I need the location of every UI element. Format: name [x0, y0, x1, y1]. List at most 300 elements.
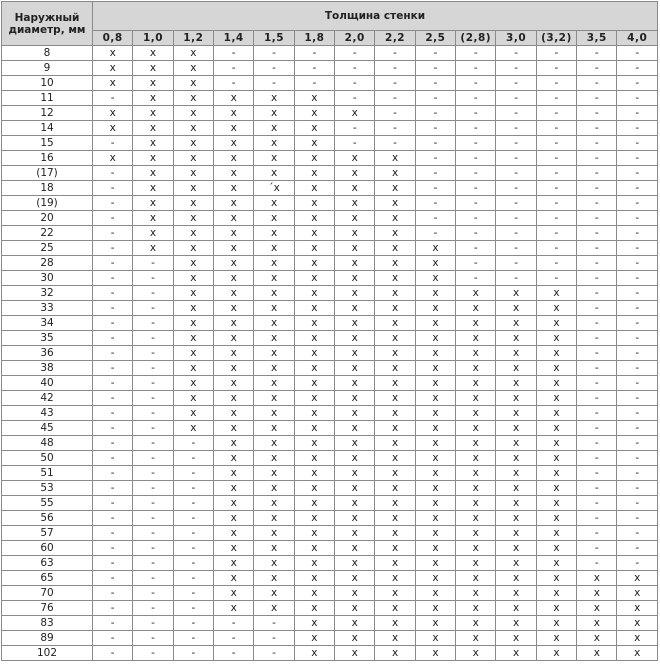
- availability-cell: -: [93, 346, 133, 361]
- availability-cell: -: [536, 166, 576, 181]
- availability-cell: x: [617, 646, 658, 661]
- availability-cell: x: [456, 346, 496, 361]
- availability-cell: x: [133, 91, 173, 106]
- availability-cell: x: [133, 196, 173, 211]
- availability-cell: x: [456, 316, 496, 331]
- availability-cell: -: [254, 631, 294, 646]
- availability-cell: x: [375, 346, 415, 361]
- availability-cell: x: [254, 586, 294, 601]
- availability-cell: x: [335, 511, 375, 526]
- diameter-cell: 38: [2, 361, 93, 376]
- availability-cell: x: [335, 571, 375, 586]
- availability-cell: x: [294, 466, 334, 481]
- table-row: [2, 556, 658, 571]
- table-row: [2, 646, 658, 661]
- availability-cell: -: [456, 271, 496, 286]
- availability-cell: -: [93, 631, 133, 646]
- availability-cell: x: [133, 166, 173, 181]
- availability-cell: x: [254, 451, 294, 466]
- availability-cell: x: [173, 61, 213, 76]
- table-row: [2, 136, 658, 151]
- availability-cell: -: [214, 76, 254, 91]
- availability-cell: x: [536, 451, 576, 466]
- thickness-header-cell: (3,2): [536, 31, 576, 46]
- availability-cell: x: [294, 211, 334, 226]
- availability-cell: x: [335, 106, 375, 121]
- table-row: [2, 601, 658, 616]
- availability-cell: -: [93, 166, 133, 181]
- availability-cell: x: [536, 631, 576, 646]
- availability-cell: x: [496, 451, 536, 466]
- availability-cell: -: [496, 211, 536, 226]
- availability-cell: -: [617, 541, 658, 556]
- availability-cell: x: [214, 151, 254, 166]
- availability-cell: x: [254, 196, 294, 211]
- availability-cell: x: [456, 406, 496, 421]
- availability-cell: x: [335, 391, 375, 406]
- availability-cell: x: [496, 466, 536, 481]
- availability-cell: x: [335, 556, 375, 571]
- availability-cell: -: [93, 421, 133, 436]
- availability-cell: -: [93, 586, 133, 601]
- availability-cell: -: [93, 376, 133, 391]
- availability-cell: x: [496, 436, 536, 451]
- diameter-cell: 48: [2, 436, 93, 451]
- availability-cell: x: [254, 556, 294, 571]
- table-row: [2, 496, 658, 511]
- availability-cell: x: [496, 556, 536, 571]
- availability-cell: x: [536, 616, 576, 631]
- availability-cell: -: [375, 76, 415, 91]
- availability-cell: x: [456, 421, 496, 436]
- availability-cell: x: [294, 541, 334, 556]
- availability-cell: x: [536, 556, 576, 571]
- availability-cell: -: [214, 61, 254, 76]
- availability-cell: -: [617, 136, 658, 151]
- availability-cell: x: [496, 346, 536, 361]
- availability-cell: -: [577, 271, 617, 286]
- availability-cell: x: [456, 481, 496, 496]
- availability-cell: x: [415, 316, 455, 331]
- availability-cell: -: [577, 136, 617, 151]
- availability-cell: x: [335, 421, 375, 436]
- availability-cell: x: [294, 481, 334, 496]
- availability-cell: x: [415, 541, 455, 556]
- diameter-cell: 30: [2, 271, 93, 286]
- table-row: [2, 541, 658, 556]
- availability-cell: -: [617, 346, 658, 361]
- availability-cell: x: [375, 586, 415, 601]
- availability-cell: x: [456, 631, 496, 646]
- availability-cell: x: [375, 631, 415, 646]
- availability-cell: -: [577, 181, 617, 196]
- availability-cell: -: [496, 181, 536, 196]
- availability-cell: x: [375, 571, 415, 586]
- availability-cell: -: [456, 61, 496, 76]
- availability-cell: x: [496, 601, 536, 616]
- diameter-cell: 63: [2, 556, 93, 571]
- availability-cell: x: [375, 556, 415, 571]
- table-row: [2, 571, 658, 586]
- table-row: [2, 331, 658, 346]
- availability-cell: x: [496, 316, 536, 331]
- thickness-header-cell: (2,8): [456, 31, 496, 46]
- availability-cell: x: [173, 286, 213, 301]
- availability-cell: x: [536, 571, 576, 586]
- availability-cell: x: [173, 271, 213, 286]
- diameter-cell: 16: [2, 151, 93, 166]
- availability-cell: x: [254, 286, 294, 301]
- availability-cell: -: [536, 46, 576, 61]
- availability-cell: x: [375, 241, 415, 256]
- availability-cell: -: [577, 466, 617, 481]
- diameter-cell: 10: [2, 76, 93, 91]
- diameter-cell: 9: [2, 61, 93, 76]
- availability-cell: x: [536, 466, 576, 481]
- availability-cell: x: [173, 136, 213, 151]
- availability-cell: x: [214, 571, 254, 586]
- availability-cell: -: [456, 211, 496, 226]
- availability-cell: x: [254, 241, 294, 256]
- availability-cell: -: [536, 91, 576, 106]
- availability-cell: -: [133, 601, 173, 616]
- thickness-header-cell: 1,4: [214, 31, 254, 46]
- diameter-cell: 83: [2, 616, 93, 631]
- availability-cell: x: [294, 601, 334, 616]
- availability-cell: x: [415, 556, 455, 571]
- availability-cell: -: [456, 256, 496, 271]
- availability-cell: -: [577, 151, 617, 166]
- availability-cell: x: [536, 646, 576, 661]
- availability-cell: -: [133, 571, 173, 586]
- table-row: [2, 286, 658, 301]
- availability-cell: x: [335, 241, 375, 256]
- availability-cell: -: [93, 316, 133, 331]
- availability-cell: -: [577, 361, 617, 376]
- availability-cell: x: [375, 481, 415, 496]
- availability-cell: -: [617, 451, 658, 466]
- thickness-header-cell: 3,5: [577, 31, 617, 46]
- availability-cell: -: [133, 526, 173, 541]
- availability-cell: -: [375, 91, 415, 106]
- availability-cell: x: [415, 271, 455, 286]
- availability-cell: x: [536, 331, 576, 346]
- availability-cell: -: [617, 286, 658, 301]
- diameter-cell: 89: [2, 631, 93, 646]
- availability-cell: ´x: [254, 181, 294, 196]
- table-row: [2, 241, 658, 256]
- availability-cell: x: [375, 511, 415, 526]
- table-row: [2, 616, 658, 631]
- availability-cell: x: [375, 286, 415, 301]
- availability-cell: x: [617, 601, 658, 616]
- availability-cell: -: [577, 76, 617, 91]
- availability-cell: -: [577, 421, 617, 436]
- availability-cell: x: [415, 496, 455, 511]
- diameter-cell: 11: [2, 91, 93, 106]
- availability-cell: x: [335, 436, 375, 451]
- availability-cell: x: [375, 181, 415, 196]
- availability-cell: -: [415, 91, 455, 106]
- availability-cell: x: [496, 406, 536, 421]
- availability-cell: -: [617, 46, 658, 61]
- availability-cell: x: [335, 286, 375, 301]
- availability-cell: x: [133, 136, 173, 151]
- availability-cell: x: [375, 376, 415, 391]
- availability-cell: x: [214, 286, 254, 301]
- availability-cell: -: [415, 106, 455, 121]
- availability-cell: -: [133, 646, 173, 661]
- availability-cell: -: [617, 61, 658, 76]
- availability-cell: -: [254, 646, 294, 661]
- availability-cell: -: [536, 121, 576, 136]
- table-row: [2, 46, 658, 61]
- availability-cell: x: [577, 631, 617, 646]
- availability-cell: -: [133, 616, 173, 631]
- availability-cell: -: [577, 211, 617, 226]
- availability-cell: x: [93, 61, 133, 76]
- availability-cell: -: [375, 121, 415, 136]
- availability-cell: -: [577, 301, 617, 316]
- availability-cell: x: [536, 601, 576, 616]
- availability-cell: x: [294, 121, 334, 136]
- availability-cell: x: [415, 586, 455, 601]
- table-row: [2, 151, 658, 166]
- availability-cell: -: [254, 76, 294, 91]
- availability-cell: -: [577, 46, 617, 61]
- availability-cell: x: [294, 241, 334, 256]
- table-header: [2, 2, 658, 46]
- availability-cell: x: [335, 331, 375, 346]
- availability-cell: x: [415, 331, 455, 346]
- thickness-header-cell: 1,2: [173, 31, 213, 46]
- availability-cell: x: [294, 376, 334, 391]
- diameter-cell: 8: [2, 46, 93, 61]
- availability-cell: x: [415, 286, 455, 301]
- availability-cell: x: [335, 481, 375, 496]
- availability-cell: -: [93, 196, 133, 211]
- availability-cell: x: [335, 301, 375, 316]
- availability-cell: x: [536, 436, 576, 451]
- availability-cell: x: [294, 91, 334, 106]
- availability-cell: x: [415, 511, 455, 526]
- availability-cell: -: [173, 511, 213, 526]
- availability-cell: x: [375, 331, 415, 346]
- availability-cell: x: [214, 271, 254, 286]
- availability-cell: -: [577, 166, 617, 181]
- availability-cell: x: [415, 346, 455, 361]
- availability-cell: x: [254, 106, 294, 121]
- availability-cell: x: [375, 271, 415, 286]
- availability-cell: -: [93, 436, 133, 451]
- diameter-cell: (17): [2, 166, 93, 181]
- availability-cell: x: [214, 406, 254, 421]
- availability-cell: -: [415, 151, 455, 166]
- availability-cell: x: [254, 391, 294, 406]
- availability-cell: x: [335, 226, 375, 241]
- availability-cell: x: [415, 376, 455, 391]
- availability-cell: -: [93, 91, 133, 106]
- availability-cell: x: [294, 361, 334, 376]
- availability-cell: x: [254, 211, 294, 226]
- table-row: [2, 406, 658, 421]
- availability-cell: x: [294, 421, 334, 436]
- availability-cell: -: [577, 481, 617, 496]
- availability-cell: x: [375, 361, 415, 376]
- availability-cell: x: [536, 316, 576, 331]
- availability-cell: -: [173, 451, 213, 466]
- availability-cell: -: [335, 46, 375, 61]
- availability-cell: -: [617, 481, 658, 496]
- availability-cell: -: [577, 61, 617, 76]
- availability-cell: x: [335, 616, 375, 631]
- availability-cell: x: [254, 301, 294, 316]
- availability-cell: -: [577, 106, 617, 121]
- availability-cell: -: [617, 526, 658, 541]
- availability-cell: -: [375, 46, 415, 61]
- availability-cell: -: [173, 646, 213, 661]
- availability-cell: -: [93, 571, 133, 586]
- availability-cell: -: [335, 61, 375, 76]
- availability-cell: x: [375, 151, 415, 166]
- diameter-header: Наружный диаметр, мм: [2, 2, 93, 46]
- diameter-cell: 51: [2, 466, 93, 481]
- availability-cell: x: [214, 421, 254, 436]
- availability-cell: x: [456, 496, 496, 511]
- availability-cell: -: [173, 541, 213, 556]
- availability-cell: x: [335, 271, 375, 286]
- availability-cell: -: [456, 241, 496, 256]
- availability-cell: x: [254, 526, 294, 541]
- availability-cell: -: [617, 331, 658, 346]
- availability-cell: x: [456, 601, 496, 616]
- availability-cell: -: [536, 61, 576, 76]
- availability-cell: x: [254, 166, 294, 181]
- diameter-cell: 15: [2, 136, 93, 151]
- availability-cell: x: [335, 211, 375, 226]
- availability-cell: x: [294, 151, 334, 166]
- availability-cell: x: [173, 421, 213, 436]
- header-row-1: [2, 2, 658, 31]
- availability-cell: -: [214, 646, 254, 661]
- availability-cell: x: [294, 346, 334, 361]
- availability-cell: x: [214, 541, 254, 556]
- availability-cell: x: [375, 256, 415, 271]
- availability-cell: x: [577, 601, 617, 616]
- wall-thickness-header: Толщина стенки: [93, 2, 658, 31]
- availability-cell: x: [456, 451, 496, 466]
- availability-cell: -: [93, 301, 133, 316]
- availability-cell: x: [294, 286, 334, 301]
- diameter-cell: 32: [2, 286, 93, 301]
- availability-cell: x: [536, 406, 576, 421]
- availability-cell: x: [214, 586, 254, 601]
- availability-cell: -: [617, 376, 658, 391]
- availability-cell: x: [617, 616, 658, 631]
- availability-cell: x: [536, 376, 576, 391]
- availability-cell: -: [577, 226, 617, 241]
- diameter-cell: 45: [2, 421, 93, 436]
- availability-cell: x: [214, 391, 254, 406]
- diameter-cell: 56: [2, 511, 93, 526]
- availability-cell: x: [375, 466, 415, 481]
- availability-cell: x: [415, 571, 455, 586]
- availability-cell: -: [214, 616, 254, 631]
- availability-cell: -: [294, 46, 334, 61]
- availability-cell: x: [254, 91, 294, 106]
- availability-cell: x: [294, 496, 334, 511]
- availability-cell: x: [536, 361, 576, 376]
- availability-cell: x: [254, 121, 294, 136]
- availability-cell: -: [415, 121, 455, 136]
- availability-cell: x: [335, 541, 375, 556]
- availability-cell: x: [214, 601, 254, 616]
- availability-cell: x: [294, 166, 334, 181]
- diameter-cell: 53: [2, 481, 93, 496]
- availability-cell: x: [214, 316, 254, 331]
- availability-cell: -: [173, 526, 213, 541]
- availability-cell: x: [294, 196, 334, 211]
- availability-cell: -: [536, 76, 576, 91]
- availability-cell: x: [294, 646, 334, 661]
- availability-cell: x: [375, 406, 415, 421]
- availability-cell: x: [335, 496, 375, 511]
- availability-cell: x: [496, 571, 536, 586]
- availability-cell: -: [617, 511, 658, 526]
- availability-cell: -: [415, 61, 455, 76]
- availability-cell: -: [133, 496, 173, 511]
- availability-cell: -: [536, 181, 576, 196]
- availability-cell: x: [456, 511, 496, 526]
- availability-cell: -: [456, 196, 496, 211]
- table-row: [2, 271, 658, 286]
- availability-cell: x: [173, 211, 213, 226]
- availability-cell: x: [214, 451, 254, 466]
- availability-cell: -: [577, 256, 617, 271]
- availability-cell: x: [254, 421, 294, 436]
- availability-cell: x: [294, 511, 334, 526]
- availability-cell: -: [617, 166, 658, 181]
- diameter-cell: 35: [2, 331, 93, 346]
- availability-cell: x: [254, 541, 294, 556]
- availability-cell: -: [415, 136, 455, 151]
- availability-cell: -: [496, 226, 536, 241]
- availability-cell: x: [415, 466, 455, 481]
- diameter-cell: 18: [2, 181, 93, 196]
- availability-cell: -: [93, 511, 133, 526]
- availability-cell: x: [254, 151, 294, 166]
- pipe-dimensions-table: [1, 1, 658, 661]
- availability-cell: x: [456, 361, 496, 376]
- availability-cell: -: [577, 556, 617, 571]
- availability-cell: x: [496, 631, 536, 646]
- table-row: [2, 181, 658, 196]
- availability-cell: x: [456, 646, 496, 661]
- availability-cell: x: [415, 361, 455, 376]
- availability-cell: x: [335, 316, 375, 331]
- table-row: [2, 361, 658, 376]
- availability-cell: x: [415, 451, 455, 466]
- availability-cell: -: [415, 46, 455, 61]
- availability-cell: x: [496, 301, 536, 316]
- availability-cell: -: [496, 166, 536, 181]
- table-row: [2, 511, 658, 526]
- availability-cell: -: [173, 436, 213, 451]
- availability-cell: -: [294, 76, 334, 91]
- availability-cell: -: [133, 301, 173, 316]
- availability-cell: -: [93, 496, 133, 511]
- availability-cell: x: [294, 256, 334, 271]
